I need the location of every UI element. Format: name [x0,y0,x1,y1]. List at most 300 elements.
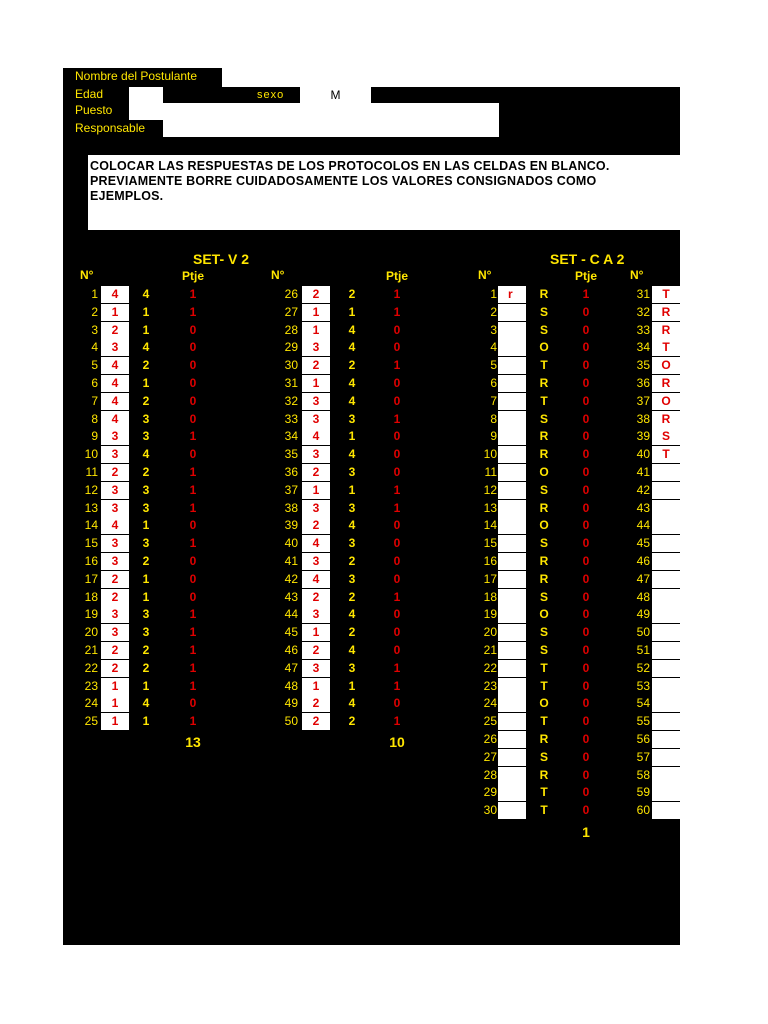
answer-key: 4 [142,447,150,462]
response-cell[interactable]: 1 [101,678,129,695]
response-cell[interactable]: 3 [101,624,129,641]
item-number: 5 [91,358,98,373]
score-value: 0 [393,625,401,640]
item-number: 6 [91,376,98,390]
item-number: 22 [483,660,497,675]
response-cell[interactable]: 2 [101,464,129,481]
responsable-label: Responsable [75,121,146,135]
item-number: 23 [84,678,98,693]
score-value: 1 [189,714,197,729]
response-cell[interactable]: 1 [302,482,330,499]
item-number: 4 [91,340,98,355]
item-number: 57 [636,749,650,764]
response-cell[interactable]: T [652,446,680,463]
response-cell[interactable] [652,482,680,499]
item-number: 37 [284,482,298,497]
item-number: 30 [284,358,298,373]
response-cell[interactable]: 3 [302,553,330,570]
response-cell[interactable] [652,695,680,712]
score-value: 0 [189,696,197,711]
sexo-label: sexo [257,89,285,101]
response-cell[interactable] [652,642,680,659]
response-cell[interactable] [652,784,680,801]
instructions-line-2: PREVIAMENTE BORRE CUIDADOSAMENTE LOS VALORES CONSIGNADOS COMO [90,174,597,188]
answer-key: 3 [348,536,356,551]
score-value: 0 [393,340,401,355]
response-cell[interactable]: 4 [101,393,129,410]
response-cell[interactable] [498,731,526,748]
response-cell[interactable] [652,624,680,641]
response-cell[interactable] [498,428,526,445]
response-cell[interactable]: 4 [302,571,330,588]
response-cell[interactable]: 2 [302,286,330,303]
score-value: 0 [189,340,197,355]
response-cell[interactable] [498,304,526,321]
response-cell[interactable] [498,553,526,570]
response-cell[interactable]: 3 [101,553,129,570]
item-number: 41 [636,465,650,479]
item-number: 32 [636,304,650,319]
response-cell[interactable]: 3 [101,500,129,517]
item-number: 31 [284,376,298,390]
response-cell[interactable] [498,411,526,428]
response-cell[interactable] [498,446,526,463]
response-cell[interactable]: 3 [101,428,129,445]
response-cell[interactable]: 3 [101,446,129,463]
response-cell[interactable]: 4 [101,286,129,303]
score-value: 0 [582,411,590,426]
item-number: 7 [91,393,98,408]
answer-key: O [539,518,549,533]
response-cell[interactable]: R [652,322,680,339]
response-cell[interactable] [498,589,526,606]
score-value: 0 [189,554,197,568]
response-cell[interactable] [498,339,526,356]
response-cell[interactable]: 3 [101,535,129,552]
item-number: 2 [490,304,497,319]
response-cell[interactable]: 1 [302,375,330,392]
answer-key: S [539,304,548,319]
response-cell[interactable]: 4 [101,411,129,428]
answer-key: 2 [348,287,356,301]
response-cell[interactable]: 2 [101,660,129,677]
item-number: 30 [483,803,497,818]
answer-key: 4 [348,607,356,622]
answer-key: O [539,607,549,622]
sexo-field[interactable]: M [300,87,371,104]
item-number: 16 [84,554,98,568]
response-cell[interactable] [498,517,526,534]
score-value: 1 [393,500,401,515]
answer-key: O [539,340,549,355]
responsable-field[interactable] [163,120,499,137]
response-cell[interactable] [498,500,526,517]
answer-key: 1 [348,678,356,693]
setv2-ptje-header: Ptje [182,269,205,283]
response-cell[interactable]: 2 [302,589,330,606]
answer-key: 3 [142,536,150,551]
answer-key: 3 [142,625,150,640]
response-cell[interactable]: 2 [302,713,330,730]
answer-key: 1 [142,518,150,533]
response-cell[interactable] [498,784,526,801]
score-value: 0 [582,696,590,711]
response-cell[interactable] [652,802,680,819]
item-number: 50 [636,625,650,640]
response-cell[interactable] [498,767,526,784]
score-value: 1 [189,287,197,301]
score-value: 0 [582,447,590,462]
item-number: 26 [483,732,497,746]
item-number: 52 [636,660,650,675]
response-cell[interactable] [498,713,526,730]
response-cell[interactable]: 2 [302,642,330,659]
response-cell[interactable] [652,660,680,677]
score-value: 1 [393,358,401,373]
response-cell[interactable]: 1 [101,304,129,321]
response-cell[interactable] [652,500,680,517]
item-number: 28 [483,767,497,782]
score-value: 0 [189,518,197,533]
puesto-label: Puesto [75,103,113,117]
item-number: 59 [636,785,650,800]
score-value: 0 [189,322,197,337]
score-value: 0 [393,393,401,408]
response-cell[interactable] [498,464,526,481]
response-cell[interactable] [652,749,680,766]
item-number: 34 [284,429,298,444]
response-cell[interactable]: 2 [302,695,330,712]
item-number: 7 [490,393,497,408]
response-cell[interactable] [498,749,526,766]
response-cell[interactable]: R [652,411,680,428]
score-value: 0 [393,322,401,337]
answer-key: 1 [348,429,356,444]
item-number: 47 [284,660,298,675]
answer-key: 2 [142,393,150,408]
item-number: 5 [490,358,497,373]
response-cell[interactable] [498,375,526,392]
score-value: 1 [189,304,197,319]
answer-key: T [540,358,548,373]
score-value: 1 [189,625,197,640]
item-number: 18 [84,589,98,604]
response-cell[interactable] [498,642,526,659]
answer-key: 4 [348,447,356,462]
score-value: 0 [582,518,590,533]
score-value: 0 [582,803,590,818]
answer-key: 3 [348,500,356,515]
response-cell[interactable] [652,517,680,534]
score-value: 0 [582,714,590,729]
response-cell[interactable]: 2 [101,322,129,339]
score-value: 1 [393,660,401,675]
response-cell[interactable]: R [652,375,680,392]
item-number: 44 [636,518,650,533]
score-value: 0 [582,358,590,373]
item-number: 46 [636,554,650,568]
score-value: 1 [393,714,401,729]
score-value: 1 [189,536,197,551]
item-number: 25 [84,714,98,729]
score-value: 0 [582,589,590,604]
item-number: 58 [636,767,650,782]
nombre-label: Nombre del Postulante [75,69,198,83]
answer-key: R [539,732,549,746]
response-cell[interactable]: r [498,286,526,303]
response-cell[interactable] [498,624,526,641]
response-cell[interactable] [652,767,680,784]
score-value: 0 [189,393,197,408]
response-cell[interactable]: 1 [302,322,330,339]
response-cell[interactable]: 1 [302,624,330,641]
item-number: 12 [483,482,497,497]
response-cell[interactable]: R [652,304,680,321]
response-cell[interactable] [498,393,526,410]
answer-key: 1 [142,376,150,390]
response-cell[interactable]: 4 [101,357,129,374]
response-cell[interactable] [498,660,526,677]
response-cell[interactable] [652,571,680,588]
response-cell[interactable] [498,535,526,552]
answer-key: S [539,749,548,764]
response-cell[interactable] [652,553,680,570]
item-number: 21 [84,643,98,657]
response-cell[interactable]: 3 [302,500,330,517]
answer-key: T [540,660,548,675]
setca2-no-header: N° [478,268,492,282]
response-cell[interactable]: T [652,339,680,356]
item-number: 28 [284,322,298,337]
item-number: 38 [636,411,650,426]
response-cell[interactable]: 2 [302,464,330,481]
item-number: 23 [483,678,497,693]
item-number: 3 [91,322,98,337]
score-value: 1 [189,500,197,515]
response-cell[interactable] [652,713,680,730]
item-number: 1 [91,287,98,301]
answer-key: 1 [348,482,356,497]
response-cell[interactable]: O [652,393,680,410]
answer-key: R [539,571,549,586]
response-cell[interactable]: 1 [101,695,129,712]
response-cell[interactable]: 2 [101,642,129,659]
item-number: 24 [483,696,497,711]
score-value: 0 [393,376,401,390]
score-value: 1 [189,660,197,675]
response-cell[interactable]: 3 [302,660,330,677]
item-number: 29 [483,785,497,800]
item-number: 20 [84,625,98,640]
score-value: 0 [582,482,590,497]
response-cell[interactable] [498,606,526,623]
score-value: 0 [393,571,401,586]
score-value: 1 [393,304,401,319]
score-value: 0 [582,732,590,746]
setv2-total-2: 10 [389,734,405,750]
item-number: 15 [84,536,98,551]
item-number: 29 [284,340,298,355]
score-value: 1 [189,429,197,444]
score-value: 0 [189,571,197,586]
item-number: 34 [636,340,650,355]
score-value: 1 [189,607,197,622]
answer-key: 3 [348,571,356,586]
answer-key: 1 [142,571,150,586]
item-number: 43 [284,589,298,604]
response-cell[interactable]: 3 [302,339,330,356]
score-value: 0 [393,536,401,551]
response-cell[interactable] [652,606,680,623]
answer-key: 2 [142,554,150,568]
item-number: 45 [284,625,298,640]
item-number: 14 [483,518,497,533]
score-value: 0 [582,536,590,551]
instructions-box [88,155,680,230]
score-value: 1 [189,482,197,497]
response-cell[interactable]: 3 [302,606,330,623]
item-number: 38 [284,500,298,515]
answer-key: 1 [142,714,150,729]
item-number: 40 [284,536,298,551]
response-cell[interactable]: 3 [101,339,129,356]
setca2-no-header-2: N° [630,268,644,282]
answer-key: T [540,393,548,408]
answer-key: S [539,411,548,426]
answer-key: 1 [142,322,150,337]
response-cell[interactable] [498,482,526,499]
score-value: 0 [393,607,401,622]
response-cell[interactable]: 1 [101,713,129,730]
item-number: 46 [284,643,298,657]
answer-key: S [539,482,548,497]
response-cell[interactable] [652,535,680,552]
score-value: 0 [393,429,401,444]
response-cell[interactable] [498,571,526,588]
instructions-line-3: EJEMPLOS. [90,189,164,203]
score-value: 1 [393,678,401,693]
score-value: 0 [189,447,197,462]
response-cell[interactable] [652,678,680,695]
item-number: 1 [490,287,497,301]
response-cell[interactable]: 4 [101,375,129,392]
item-number: 43 [636,500,650,515]
response-cell[interactable]: 2 [101,589,129,606]
answer-key: 2 [142,643,150,657]
answer-key: 3 [142,482,150,497]
response-cell[interactable]: 1 [302,678,330,695]
item-number: 12 [84,482,98,497]
setv2-ptje-header-2: Ptje [386,269,409,283]
item-number: 36 [284,465,298,479]
score-value: 0 [393,696,401,711]
score-value: 0 [582,465,590,479]
response-cell[interactable]: 1 [302,304,330,321]
score-value: 0 [393,518,401,533]
answer-key: 3 [142,500,150,515]
item-number: 3 [490,322,497,337]
item-number: 8 [91,411,98,426]
response-cell[interactable]: S [652,428,680,445]
response-cell[interactable]: 4 [302,535,330,552]
answer-key: R [539,447,549,462]
set-ca2-title: SET - C A 2 [550,251,625,267]
response-cell[interactable] [652,589,680,606]
item-number: 44 [284,607,298,622]
score-value: 0 [582,340,590,355]
response-cell[interactable] [498,357,526,374]
item-number: 19 [483,607,497,622]
item-number: 33 [636,322,650,337]
item-number: 27 [483,749,497,764]
setv2-no-header: N° [80,268,94,282]
score-value: 0 [582,376,590,390]
item-number: 13 [483,500,497,515]
item-number: 37 [636,393,650,408]
response-cell[interactable]: 3 [302,411,330,428]
answer-key: 1 [142,304,150,319]
score-value: 0 [393,643,401,657]
item-number: 11 [484,465,497,479]
score-value: 0 [393,465,401,479]
score-value: 0 [582,304,590,319]
answer-key: 2 [142,465,150,479]
response-cell[interactable]: 3 [302,393,330,410]
response-cell[interactable]: 2 [302,357,330,374]
item-number: 22 [84,660,98,675]
answer-key: R [539,500,549,515]
response-cell[interactable]: 2 [101,571,129,588]
item-number: 10 [483,447,497,462]
response-cell[interactable] [498,322,526,339]
score-value: 0 [393,554,401,568]
answer-key: 2 [142,358,150,373]
response-cell[interactable]: 4 [302,428,330,445]
response-cell[interactable] [498,678,526,695]
item-number: 17 [84,571,98,586]
response-cell[interactable]: 3 [302,446,330,463]
score-value: 0 [582,322,590,337]
response-cell[interactable] [652,731,680,748]
answer-key: S [539,536,548,551]
answer-key: 2 [348,714,356,729]
score-value: 0 [582,429,590,444]
setv2-no-header-2: N° [271,268,285,282]
item-number: 51 [636,643,650,657]
response-cell[interactable]: T [652,286,680,303]
response-cell[interactable]: 3 [101,606,129,623]
item-number: 55 [636,714,650,729]
score-value: 0 [582,767,590,782]
response-cell[interactable] [498,802,526,819]
puesto-field[interactable] [129,103,499,120]
edad-field[interactable] [129,87,163,104]
response-cell[interactable] [498,695,526,712]
response-cell[interactable]: 3 [101,482,129,499]
answer-key: 4 [348,340,356,355]
response-cell[interactable] [652,464,680,481]
response-cell[interactable]: O [652,357,680,374]
answer-key: T [540,678,548,693]
item-number: 27 [284,304,298,319]
item-number: 49 [636,607,650,622]
score-value: 0 [189,411,197,426]
item-number: 8 [490,411,497,426]
response-cell[interactable]: 4 [101,517,129,534]
set-v2-title: SET- V 2 [193,251,250,267]
answer-key: O [539,465,549,479]
response-cell[interactable]: 2 [302,517,330,534]
